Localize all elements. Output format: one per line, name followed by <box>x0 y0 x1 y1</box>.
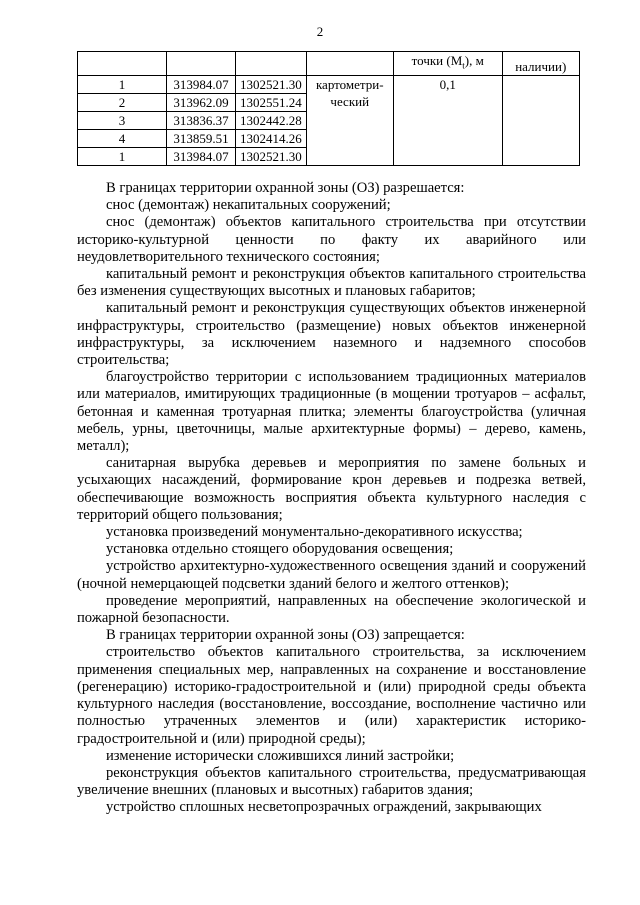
table-header-row <box>78 52 580 76</box>
table-row: 2 313962.09 1302551.24 <box>78 93 580 111</box>
paragraph: установка произведений монументально-декоративного искусства; <box>106 524 523 541</box>
coordinates-table <box>77 51 580 166</box>
paragraph: капитальный ремонт и реконструкция существующих объектов инженерной инфраструктуры, строительство (размещение) новых объектов инженерной инфраструктуры, за исключением наземного и надземного способов строительства; <box>77 300 586 369</box>
presence-cell <box>502 75 579 165</box>
document-body <box>77 180 586 817</box>
header-accuracy: точки $(M_t)$, м <box>393 52 502 76</box>
table-row: 1 313984.07 1302521.30 <box>78 147 580 165</box>
paragraph: благоустройство территории с использованием традиционных материалов или материалов, имитирующих традиционные (в мощении тротуаров – асфальт, бетонная и каменная тротуарная плитка; элементы благоустройства (уличная мебель, урны, цветочницы, малые архитектурные формы) – дерево, камень, металл); <box>77 369 586 455</box>
accuracy-cell: 0,1 <box>393 75 502 165</box>
paragraph: капитальный ремонт и реконструкция объектов капитального строительства без изменения существующих высотных и плановых габаритов; <box>77 266 586 300</box>
paragraph: строительство объектов капитального строительства, за исключением применения специальных мер, направленных на сохранение и восстановление (регенерацию) историко-градостроительной и (или) природной среды объекта культурного наследия (восстановление, воссоздание, восполнение частично или полностью утраченных элементов и (или) характеристик историко-градостроительной и (или) природной среды); <box>77 644 586 747</box>
paragraph: проведение мероприятий, направленных на обеспечение экологической и пожарной безопасности. <box>77 592 586 627</box>
paragraph: изменение исторически сложившихся линий застройки; <box>106 747 455 764</box>
page-number: 2 <box>316 24 324 39</box>
paragraph: реконструкция объектов капитального строительства, предусматривающая увеличение внешних (плановых и высотных) габаритов здания; <box>77 764 586 799</box>
paragraph: устройство архитектурно-художественного освещения зданий и сооружений (ночной немерцающей подсветки зданий белого и желтого оттенков); <box>77 558 586 592</box>
header-presence: наличии) <box>502 52 579 76</box>
table-row: 1 313984.07 1302521.30 картометри- ческий 0,1 <box>78 75 580 93</box>
table-row: 3 313836.37 1302442.28 <box>78 111 580 129</box>
paragraph: устройство сплошных несветопрозрачных ограждений, закрывающих <box>106 799 542 816</box>
method-cell: картометри- ческий <box>306 75 393 165</box>
paragraph: снос (демонтаж) объектов капитального строительства при отсутствии историко-культурной ценности по факту их аварийного или неудовлетворительного технического состояния; <box>77 214 586 265</box>
paragraph: установка отдельно стоящего оборудования освещения; <box>106 541 454 558</box>
paragraph: санитарная вырубка деревьев и мероприятия по замене больных и усыхающих насаждений, формирование крон деревьев и подрезка ветвей, обеспечивающие возможность восприятия объекта культурного наследия с территорий общего пользования; <box>77 455 586 523</box>
paragraph: В границах территории охранной зоны (ОЗ) разрешается: <box>106 180 465 196</box>
paragraph: В границах территории охранной зоны (ОЗ) запрещается: <box>106 627 465 644</box>
paragraph: снос (демонтаж) некапитальных сооружений; <box>106 197 391 214</box>
table-row: 4 313859.51 1302414.26 <box>78 129 580 147</box>
